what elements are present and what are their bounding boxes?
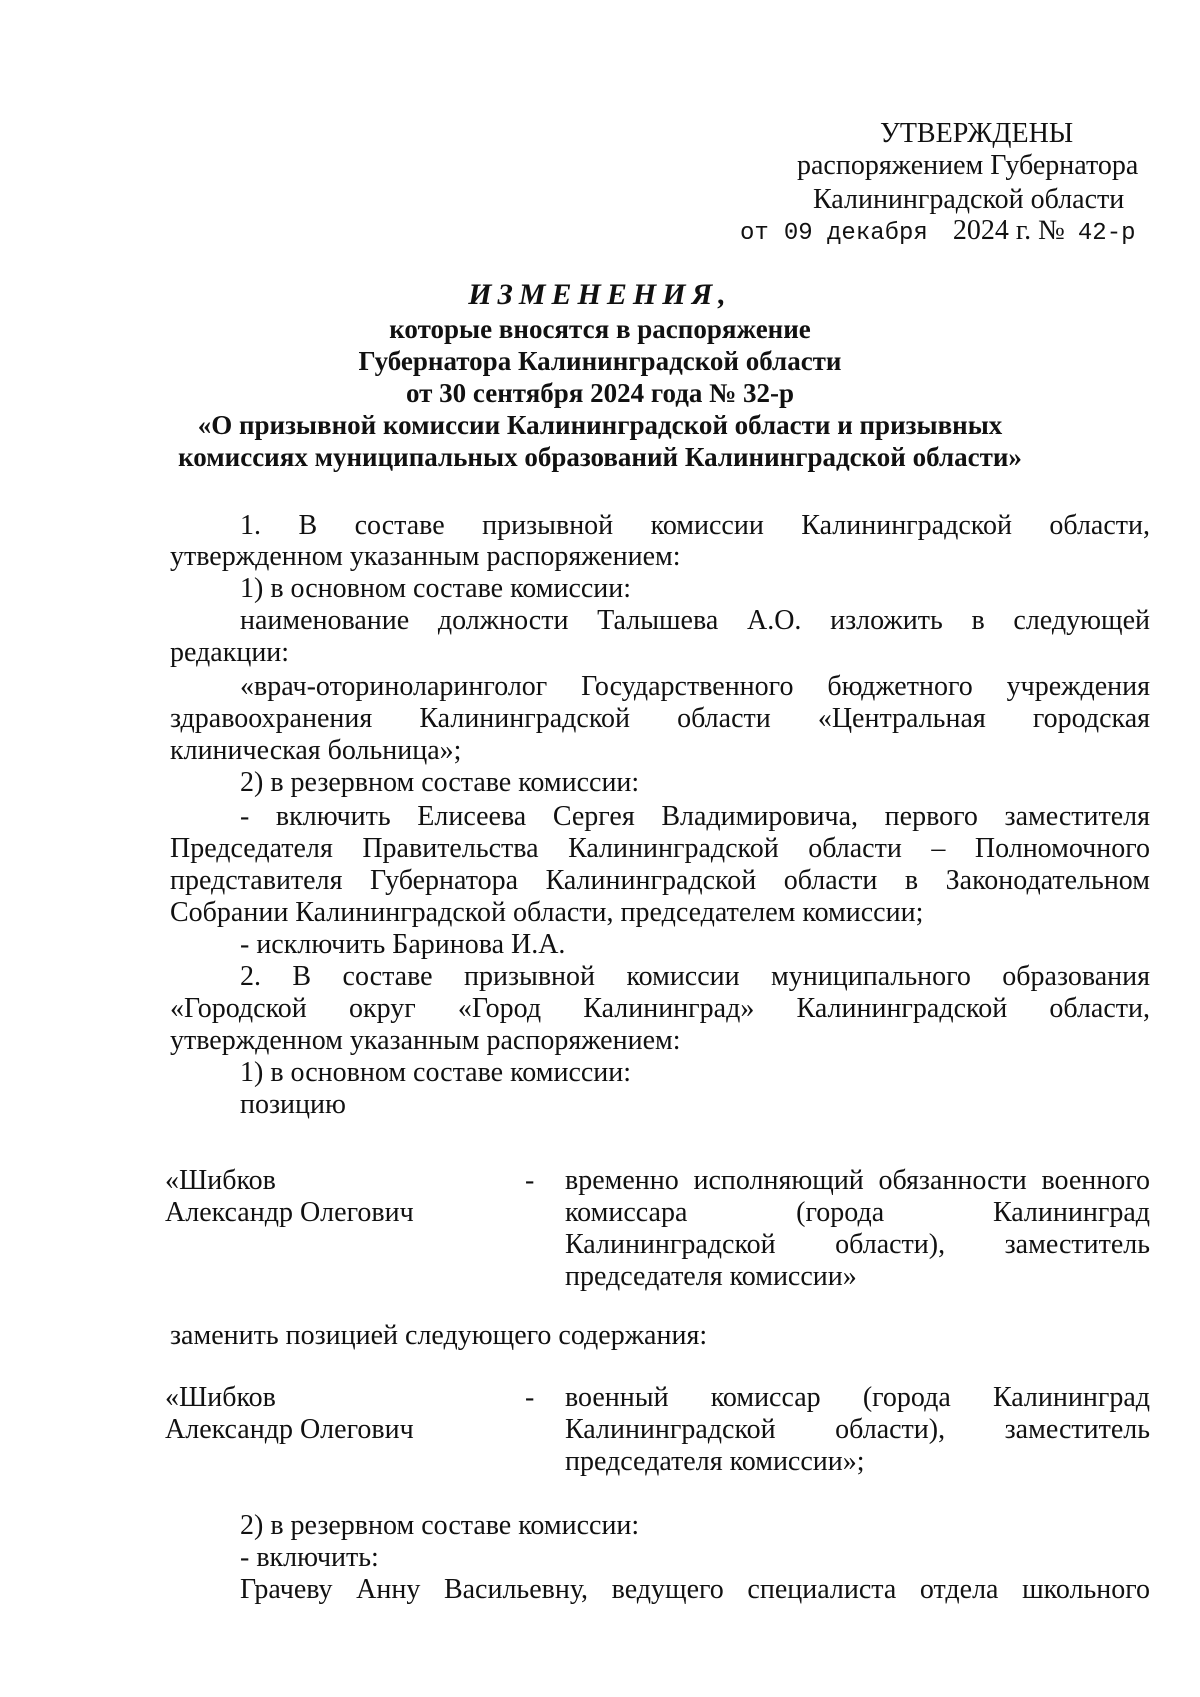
p2-sub-2-last-line: Грачеву Анну Васильевну, ведущего специалиста отдела школьного <box>240 1574 1150 1605</box>
document-year: 2024 г. № <box>952 215 1065 246</box>
p1-sub-1-line-2: редакции: <box>170 637 290 668</box>
p1-sub-2-line-2: Председателя Правительства Калининградской области – Полномочного <box>170 833 1150 864</box>
entry1-desc-line-2: комиссара (города Калининград <box>565 1197 1150 1228</box>
entry2-name-line-1: «Шибков <box>165 1382 276 1413</box>
p1-line-1: 1. В составе призывной комиссии Калининградской области, <box>240 510 1150 541</box>
p1-sub-2-line-3: представителя Губернатора Калининградской области в Законодательном <box>170 865 1150 896</box>
approval-line-1: распоряжением Губернатора <box>797 150 1139 181</box>
replace-text: заменить позицией следующего содержания: <box>170 1320 708 1351</box>
entry2-desc-line-2: Калининградской области), заместитель <box>565 1414 1150 1445</box>
heading-line-4: «О призывной комиссии Калининградской области и призывных <box>197 410 1003 440</box>
p2-line-1: 2. В составе призывной комиссии муниципального образования <box>240 961 1150 992</box>
approval-date-line <box>740 215 1136 247</box>
entry1-name-line-1: «Шибков <box>165 1165 276 1196</box>
p1-sub-1: 1) в основном составе комиссии: <box>240 573 632 604</box>
entry1-desc-line-3: Калининградской области), заместитель <box>565 1229 1150 1260</box>
entry1-name-line-2: Александр Олегович <box>165 1197 414 1228</box>
heading-line-2: Губернатора Калининградской области <box>358 346 842 376</box>
p2-sub-1: 1) в основном составе комиссии: <box>240 1057 632 1088</box>
approval-line-2: Калининградской области <box>813 184 1125 215</box>
heading-line-5: комиссиях муниципальных образований Калининградской области» <box>178 442 1022 472</box>
entry2-desc-line-1: военный комиссар (города Калининград <box>565 1382 1150 1413</box>
entry1-desc-line-1: временно исполняющий обязанности военного <box>565 1165 1150 1196</box>
entry1-desc-line-4: председателя комиссии» <box>565 1261 857 1292</box>
p1-sub-2-exclude: - исключить Баринова И.А. <box>240 929 566 960</box>
p2-position-word: позицию <box>240 1089 346 1120</box>
handwritten-date: 09 декабря <box>783 220 928 247</box>
p1-quote-line-1: «врач-оториноларинголог Государственного бюджетного учреждения <box>240 671 1150 702</box>
p1-line-2: утвержденном указанным распоряжением: <box>170 541 681 572</box>
heading-line-1: которые вносятся в распоряжение <box>389 314 811 344</box>
p1-sub-2: 2) в резервном составе комиссии: <box>240 767 640 798</box>
entry2-name-line-2: Александр Олегович <box>165 1414 414 1445</box>
p1-sub-2-line-1: - включить Елисеева Сергея Владимировича, первого заместителя <box>240 801 1150 832</box>
entry1-dash: - <box>525 1165 535 1196</box>
p1-sub-1-line-1: наименование должности Талышева А.О. изложить в следующей <box>240 605 1150 636</box>
p1-quote-line-3: клиническая больница»; <box>170 735 462 766</box>
p1-quote-line-2: здравоохранения Калининградской области «Центральная городская <box>170 703 1150 734</box>
p2-sub-2-include: - включить: <box>240 1542 379 1573</box>
p2-sub-2: 2) в резервном составе комиссии: <box>240 1510 640 1541</box>
p1-sub-2-line-4: Собрании Калининградской области, председателем комиссии; <box>170 897 924 928</box>
p2-line-2: «Городской округ «Город Калининград» Калининградской области, <box>170 993 1150 1024</box>
doc-title: ИЗМЕНЕНИЯ, <box>468 278 732 311</box>
entry2-desc-line-3: председателя комиссии»; <box>565 1446 865 1477</box>
entry2-dash: - <box>525 1382 535 1413</box>
p2-line-3: утвержденном указанным распоряжением: <box>170 1025 681 1056</box>
heading-line-3: от 30 сентября 2024 года № 32-р <box>405 378 794 408</box>
approval-title: УТВЕРЖДЕНЫ <box>880 118 1074 149</box>
date-prefix: от <box>740 220 769 247</box>
handwritten-number: 42-р <box>1077 220 1136 247</box>
